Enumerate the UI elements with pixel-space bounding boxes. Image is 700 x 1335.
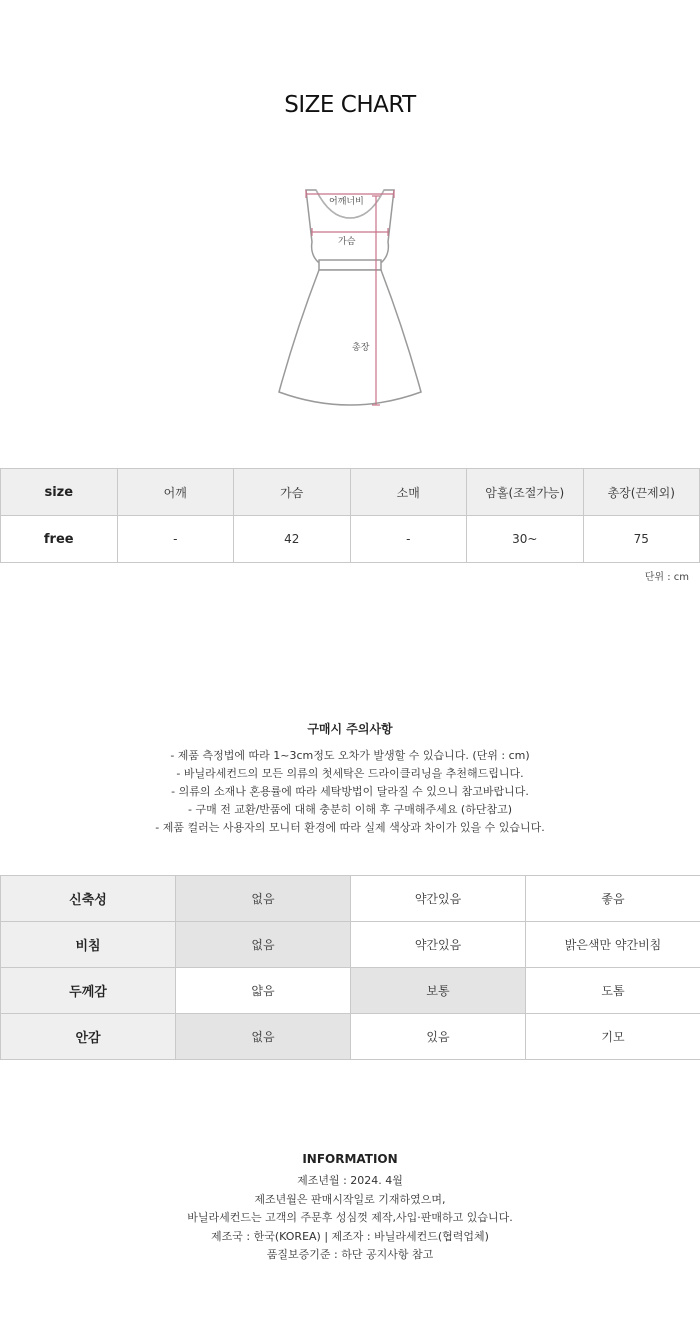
fabric-option-cell: 약간있음 xyxy=(351,876,526,922)
fabric-row-label: 두께감 xyxy=(1,968,176,1014)
size-value-cell: 75 xyxy=(583,516,700,563)
fabric-row-label: 안감 xyxy=(1,1014,176,1060)
dress-outline xyxy=(270,180,430,415)
fabric-option-cell: 좋음 xyxy=(526,876,700,922)
fabric-row-sheerness xyxy=(1,922,700,968)
unit-note: 단위 : cm xyxy=(644,572,689,583)
size-value-cell: 30~ xyxy=(467,516,584,563)
size-value-cell: - xyxy=(350,516,467,563)
size-table xyxy=(0,468,700,563)
fabric-row-label: 신축성 xyxy=(1,876,176,922)
fabric-option-cell: 없음 xyxy=(176,922,351,968)
notice-line: - 바닐라세컨드의 모든 의류의 첫세탁은 드라이클리닝을 추천해드립니다. xyxy=(176,767,524,780)
size-table-row xyxy=(1,516,700,563)
notice-heading: 구매시 주의사항 xyxy=(307,722,393,736)
notice-line: - 의류의 소재나 혼용률에 따라 세탁방법이 달라질 수 있으니 참고바랍니다. xyxy=(171,785,529,798)
page-title: SIZE CHART xyxy=(284,92,416,118)
fabric-option-cell: 기모 xyxy=(526,1014,700,1060)
notice-line: - 제품 측정법에 따라 1~3cm정도 오차가 발생할 수 있습니다. (단위 : cm) xyxy=(170,749,530,762)
fabric-option-cell: 도톰 xyxy=(526,968,700,1014)
fabric-option-cell: 있음 xyxy=(351,1014,526,1060)
size-header-cell: size xyxy=(1,469,118,516)
info-line: 제조국 : 한국(KOREA) | 제조자 : 바닐라세컨드(협력업체) xyxy=(211,1229,489,1243)
size-value-cell: free xyxy=(1,516,118,563)
size-header-cell: 암홀(조절가능) xyxy=(467,469,584,516)
info-line: 제조년월은 판매시작일로 기재하였으며, xyxy=(254,1192,446,1206)
fabric-option-cell: 없음 xyxy=(176,1014,351,1060)
size-header-cell: 소매 xyxy=(350,469,467,516)
fabric-row-lining xyxy=(1,1014,700,1060)
chest-label: 가슴 xyxy=(338,237,356,247)
info-line: 제조년월 : 2024. 4월 xyxy=(297,1174,403,1187)
size-header-cell: 가슴 xyxy=(234,469,351,516)
size-value-cell: 42 xyxy=(234,516,351,563)
fabric-row-label: 비침 xyxy=(1,922,176,968)
fabric-option-cell: 얇음 xyxy=(176,968,351,1014)
size-header-cell: 어깨 xyxy=(117,469,234,516)
size-header-cell: 총장(끈제외) xyxy=(583,469,700,516)
fabric-info-table xyxy=(0,875,700,1060)
fabric-option-cell: 보통 xyxy=(351,968,526,1014)
dress-measurement-diagram xyxy=(270,180,430,415)
length-label: 총장 xyxy=(352,343,370,353)
info-line: 품질보증기준 : 하단 공지사항 참고 xyxy=(266,1248,434,1261)
shoulder-label: 어깨너비 xyxy=(329,197,364,207)
info-heading: INFORMATION xyxy=(302,1152,398,1166)
fabric-option-cell: 밝은색만 약간비침 xyxy=(526,922,700,968)
notice-line: - 제품 컬러는 사용자의 모니터 환경에 따라 실제 색상과 차이가 있을 수 있습니다. xyxy=(155,821,545,834)
notice-line: - 구매 전 교환/반품에 대해 충분히 이해 후 구매해주세요 (하단참고) xyxy=(187,803,512,816)
fabric-option-cell: 약간있음 xyxy=(351,922,526,968)
information-section xyxy=(0,1152,700,1265)
fabric-row-stretch xyxy=(1,876,700,922)
purchase-notice xyxy=(0,720,700,837)
size-table-header-row xyxy=(1,469,700,516)
info-line: 바닐라세컨드는 고객의 주문후 성심껏 제작,사입·판매하고 있습니다. xyxy=(187,1211,513,1224)
fabric-option-cell: 없음 xyxy=(176,876,351,922)
size-value-cell: - xyxy=(117,516,234,563)
fabric-row-thickness xyxy=(1,968,700,1014)
